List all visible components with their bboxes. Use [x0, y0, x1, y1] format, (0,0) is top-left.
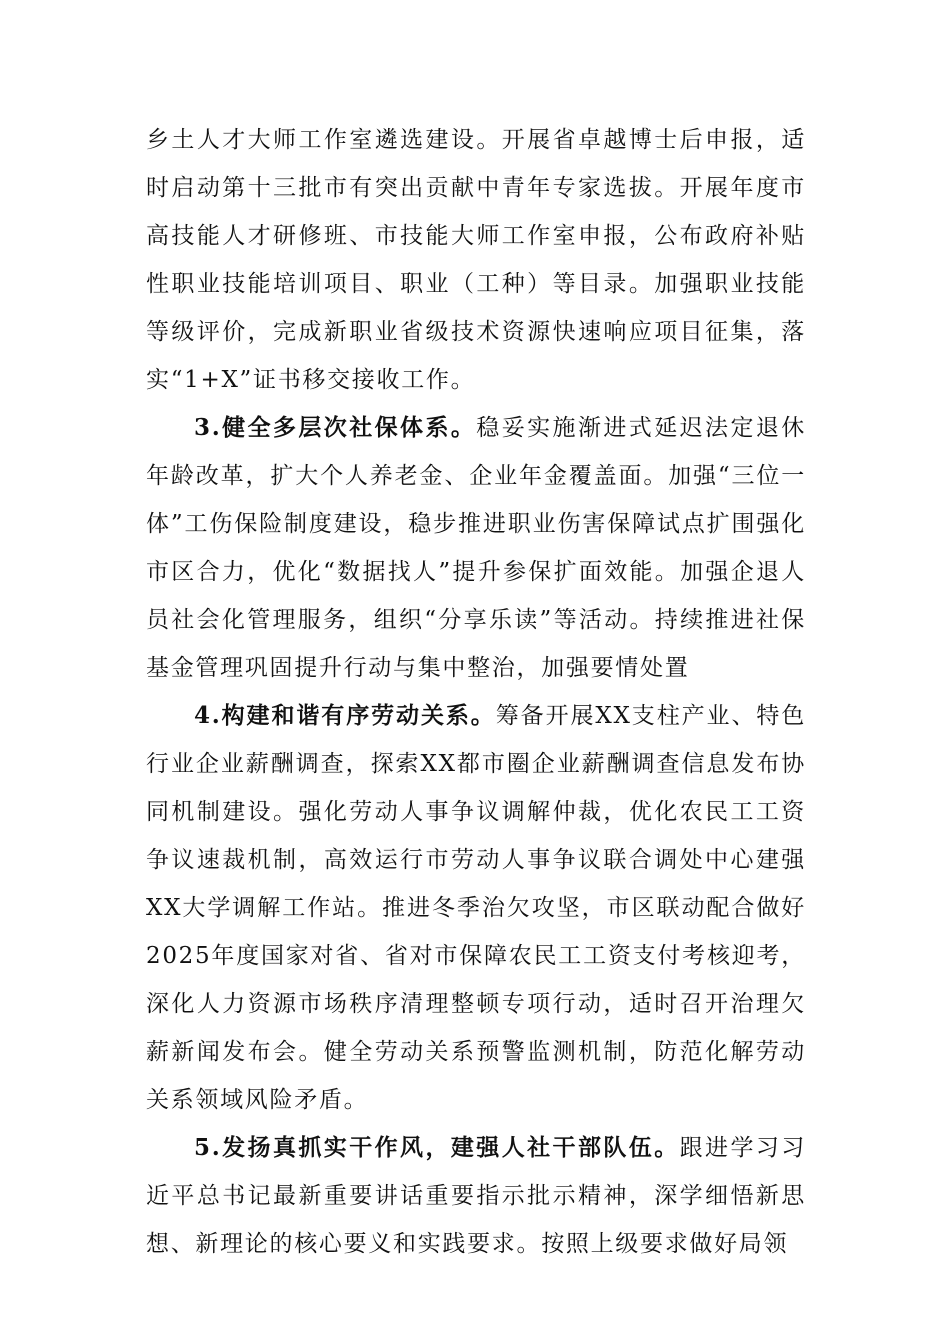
paragraph-text: 跟进学习习近平总书记最新重要讲话重要指示批示精神，深学细悟新思想、新理论的核心要义和实践要求。按照上级要求做好局领	[146, 1135, 807, 1257]
paragraph-text: 乡土人才大师工作室遴选建设。开展省卓越博士后申报，适时启动第十三批市有突出贡献中青年专家选拔。开展年度市高技能人才研修班、市技能大师工作室申报，公布政府补贴性职业技能培训项目、职业（工种）等目录。加强职业技能等级评价，完成新职业省级技术资源快速响应项目征集，落实“1+X”证书移交接收工作。	[146, 127, 806, 393]
document-body	[146, 116, 806, 1268]
paragraph-labor-relations	[146, 692, 806, 1124]
paragraph-text: 筹备开展XX支柱产业、特色行业企业薪酬调查，探索XX都市圈企业薪酬调查信息发布协同机制建设。强化劳动人事争议调解仲裁，优化农民工工资争议速裁机制，高效运行市劳动人事争议联合调处中心建强XX大学调解工作站。推进冬季治欠攻坚，市区联动配合做好2025年度国家对省、省对市保障农民工工资支付考核迎考，深化人力资源市场秩序清理整顿专项行动，适时召开治理欠薪新闻发布会。健全劳动关系预警监测机制，防范化解劳动关系领域风险矛盾。	[146, 703, 806, 1113]
paragraph-heading: 3.健全多层次社保体系。	[194, 414, 477, 441]
paragraph-text: 稳妥实施渐进式延迟法定退休年龄改革，扩大个人养老金、企业年金覆盖面。加强“三位一体”工伤保险制度建设，稳步推进职业伤害保障试点扩围强化市区合力，优化“数据找人”提升参保扩面效能。加强企退人员社会化管理服务，组织“分享乐读”等活动。持续推进社保基金管理巩固提升行动与集中整治，加强要情处置	[146, 415, 806, 681]
paragraph-continuation	[146, 116, 806, 404]
paragraph-heading: 4.构建和谐有序劳动关系。	[194, 702, 496, 729]
paragraph-work-style	[146, 1124, 806, 1268]
paragraph-heading: 5.发扬真抓实干作风，建强人社干部队伍。	[194, 1134, 680, 1161]
paragraph-social-security	[146, 404, 806, 692]
